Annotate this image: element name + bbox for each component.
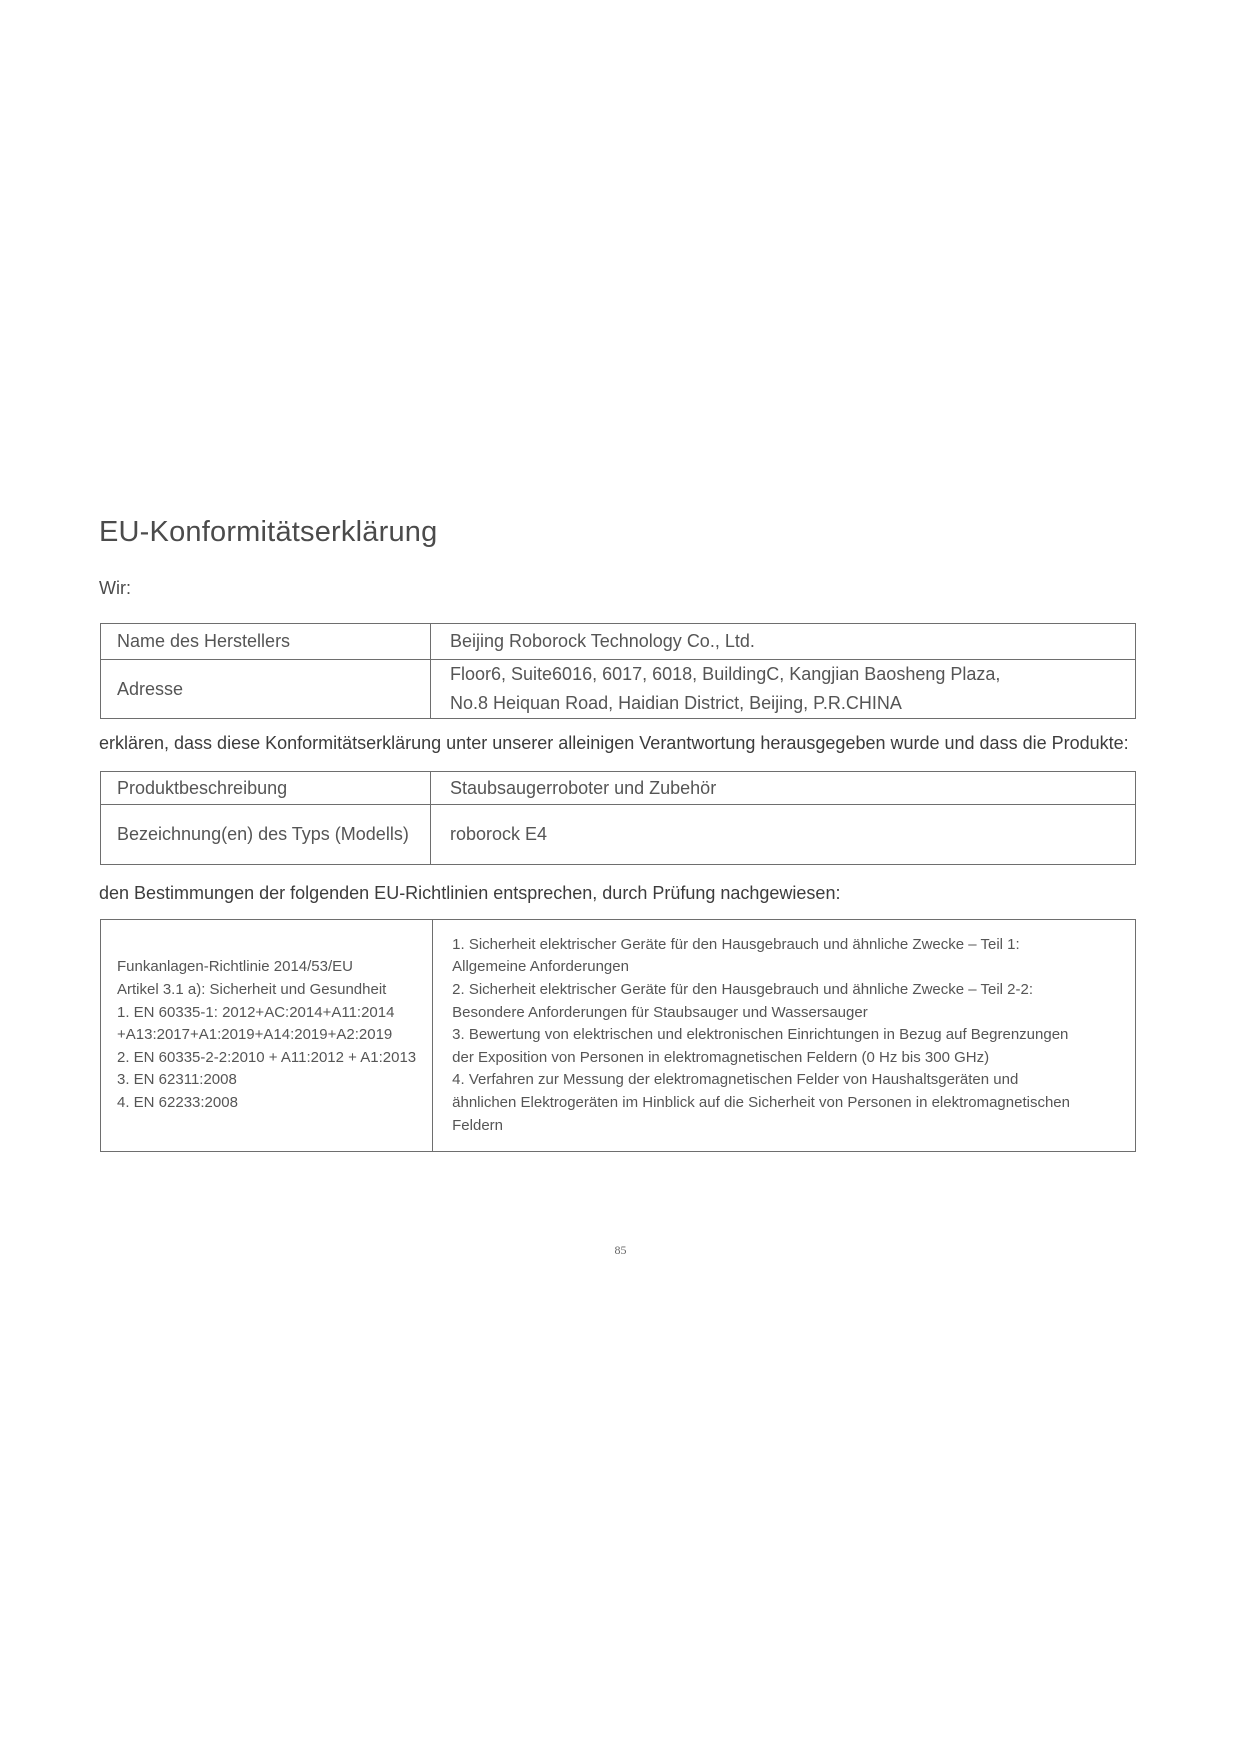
table-row xyxy=(101,660,1136,719)
page-number: 85 xyxy=(614,1243,627,1257)
description-line: 1. Sicherheit elektrischer Geräte für den Hausgebrauch und ähnliche Zwecke – Teil 1: xyxy=(452,935,1020,953)
standards-descriptions xyxy=(433,920,1136,1152)
standards-line: 1. EN 60335-1: 2012+AC:2014+A11:2014 xyxy=(117,1003,395,1021)
address-value xyxy=(431,660,1136,719)
address-label: Adresse xyxy=(101,660,431,719)
manufacturer-name-value: Beijing Roborock Technology Co., Ltd. xyxy=(431,624,1136,660)
declaration-statement: erklären, dass diese Konformitätserklärung unter unserer alleinigen Verantwortung herausgegeben wurde und dass die Produkte: xyxy=(99,733,1129,753)
product-description-label: Produktbeschreibung xyxy=(101,772,431,805)
standards-line: 4. EN 62233:2008 xyxy=(117,1093,238,1111)
product-table xyxy=(100,771,1136,865)
model-value: roborock E4 xyxy=(431,805,1136,865)
description-line: Feldern xyxy=(452,1116,503,1134)
address-line: Floor6, Suite6016, 6017, 6018, BuildingC, Kangjian Baosheng Plaza, xyxy=(450,664,1001,684)
standards-list xyxy=(101,920,433,1152)
description-line: 2. Sicherheit elektrischer Geräte für den Hausgebrauch und ähnliche Zwecke – Teil 2-2: xyxy=(452,981,1034,999)
directives-table xyxy=(100,919,1136,1152)
standards-line: Funkanlagen-Richtlinie 2014/53/EU xyxy=(117,958,353,976)
standards-line: +A13:2017+A1:2019+A14:2019+A2:2019 xyxy=(117,1026,393,1044)
table-row xyxy=(101,624,1136,660)
page-title: EU-Konformitätserklärung xyxy=(99,516,438,548)
description-line: 3. Bewertung von elektrischen und elektronischen Einrichtungen in Bezug auf Begrenzungen xyxy=(452,1026,1069,1044)
standards-line: 3. EN 62311:2008 xyxy=(117,1071,237,1089)
standards-line: 2. EN 60335-2-2:2010 + A11:2012 + A1:2013 xyxy=(117,1048,417,1066)
directives-statement: den Bestimmungen der folgenden EU-Richtlinien entsprechen, durch Prüfung nachgewiesen: xyxy=(99,883,841,903)
manufacturer-table xyxy=(100,623,1136,719)
model-label: Bezeichnung(en) des Typs (Modells) xyxy=(101,805,431,865)
standards-line: Artikel 3.1 a): Sicherheit und Gesundheit xyxy=(117,981,387,999)
product-description-value: Staubsaugerroboter und Zubehör xyxy=(431,772,1136,805)
description-line: ähnlichen Elektrogeräten im Hinblick auf die Sicherheit von Personen in elektromagnetischen xyxy=(452,1093,1070,1111)
table-row xyxy=(101,772,1136,805)
table-row xyxy=(101,805,1136,865)
description-line: Besondere Anforderungen für Staubsauger und Wassersauger xyxy=(452,1003,868,1021)
address-line: No.8 Heiquan Road, Haidian District, Beijing, P.R.CHINA xyxy=(450,693,902,713)
manufacturer-name-label: Name des Herstellers xyxy=(101,624,431,660)
description-line: der Exposition von Personen in elektromagnetischen Feldern (0 Hz bis 300 GHz) xyxy=(452,1048,990,1066)
description-line: Allgemeine Anforderungen xyxy=(452,958,629,976)
description-line: 4. Verfahren zur Messung der elektromagnetischen Felder von Haushaltsgeräten und xyxy=(452,1071,1019,1089)
table-row xyxy=(101,920,1136,1152)
intro-label: Wir: xyxy=(99,578,131,598)
